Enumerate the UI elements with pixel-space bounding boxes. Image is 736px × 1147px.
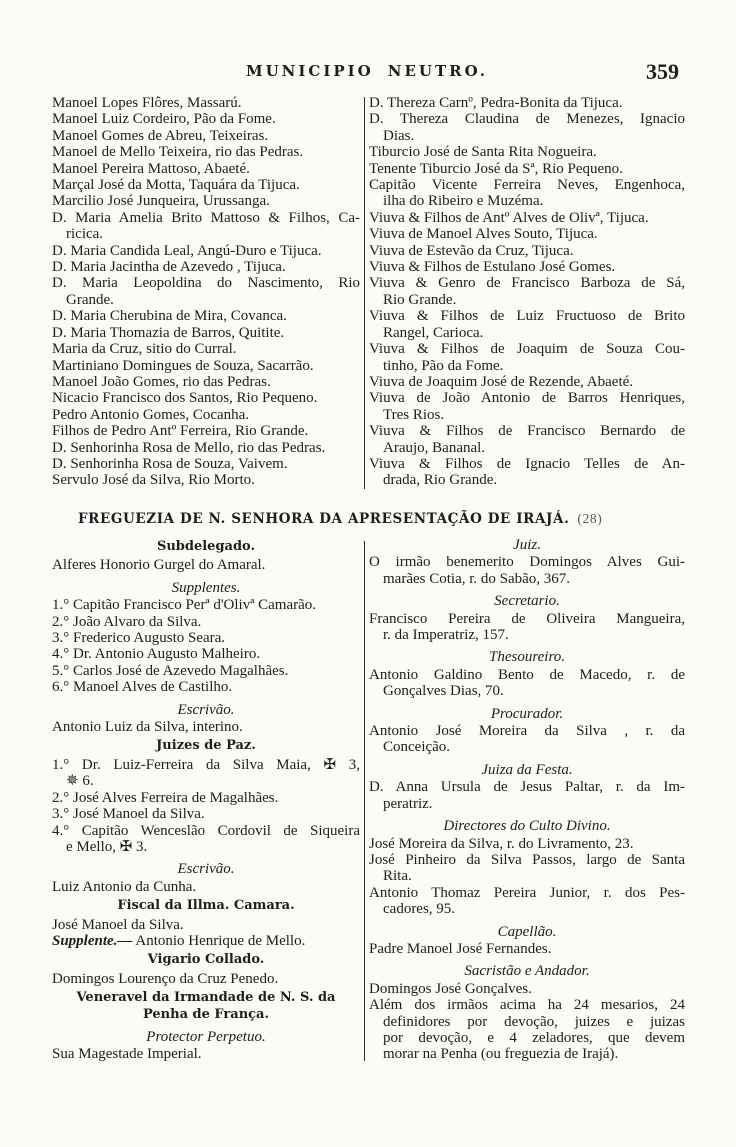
list-entry	[52, 325, 360, 341]
entry-line: r. da Imperatriz, 157.	[383, 627, 509, 644]
list-entry	[52, 806, 360, 822]
subheading: Juiza da Festa.	[481, 761, 573, 778]
entry-line: Antonio Thomaz Pereira Junior, r. dos Pes-	[369, 884, 685, 901]
list-entry	[52, 1046, 360, 1062]
entry-line: Viuva de João Antonio de Barros Henriques,	[369, 390, 685, 407]
list-entry	[52, 917, 360, 933]
entry-line: Viuva de Estevão da Cruz, Tijuca.	[369, 242, 574, 259]
entry-line: 2.° João Alvaro da Silva.	[52, 613, 202, 630]
entry-line: 4.° Dr. Antonio Augusto Malheiro.	[52, 646, 261, 663]
list-entry	[369, 667, 685, 700]
entry-line: D. Thereza Claudina de Menezes, Ignacio	[369, 111, 685, 128]
entry-lead: Supplente.—	[52, 932, 133, 949]
list-entry	[369, 144, 685, 160]
list-entry	[52, 933, 360, 949]
entry-line: Viuva & Filhos de Luiz Fructuoso de Brito	[369, 308, 685, 325]
entry-line: Tenente Tiburcio José da Sª, Rio Pequeno.	[369, 160, 623, 177]
entry-line: D. Maria Candida Leal, Angú-Duro e Tijuca.	[52, 242, 322, 259]
list-entry	[369, 423, 685, 456]
list-entry	[52, 275, 360, 308]
bottom-left-column	[52, 536, 360, 1063]
page-number: 359	[646, 59, 679, 84]
section-title-text: FREGUEZIA DE N. SENHORA DA APRESENTAÇÃO DE IRAJÁ.	[78, 511, 570, 527]
list-entry	[369, 836, 685, 852]
bottom-right-column	[369, 536, 685, 1063]
list-entry	[369, 177, 685, 210]
list-entry	[52, 128, 360, 144]
subheading: Sacristão e Andador.	[464, 963, 590, 980]
subheading: Procurador.	[490, 705, 564, 722]
entry-line: Luiz Antonio da Cunha.	[52, 878, 197, 895]
top-left-column	[52, 95, 360, 489]
entry-line: 1.° Capitão Francisco Perª d'Olivª Camarão.	[52, 597, 317, 614]
list-entry	[52, 177, 360, 193]
list-entry	[52, 440, 360, 456]
entry-line: Nicacio Francisco dos Santos, Rio Pequeno.	[52, 390, 318, 407]
list-entry	[52, 630, 360, 646]
entry-line: Viuva & Filhos de Francisco Bernardo de	[369, 423, 685, 440]
entry-line: Viuva de Manoel Alves Souto, Tijuca.	[369, 226, 598, 243]
list-entry	[52, 161, 360, 177]
entry-line: O irmão benemerito Domingos Alves Gui-	[369, 554, 685, 571]
entry-line: Maria da Cruz, sitio do Curral.	[52, 341, 237, 358]
list-entry	[369, 341, 685, 374]
list-entry	[52, 557, 360, 573]
section-heading: Juizes de Paz.	[156, 738, 256, 754]
subheading: Secretario.	[494, 593, 560, 610]
list-entry	[52, 823, 360, 856]
entry-line: Rita.	[383, 868, 412, 885]
section-heading: Veneravel da Irmandade de N. S. da Penha de França.	[76, 990, 336, 1022]
entry-line: e Mello, ✠ 3.	[66, 838, 148, 855]
list-entry	[52, 193, 360, 209]
entry-line: Manoel João Gomes, rio das Pedras.	[52, 373, 271, 390]
entry-line: Viuva & Filhos de Joaquim de Souza Cou-	[369, 341, 685, 358]
subheading: Protector Perpetuo.	[146, 1028, 266, 1045]
entry-line: Gonçalves Dias, 70.	[383, 683, 504, 700]
entry-line: Domingos José Gonçalves.	[369, 980, 532, 997]
list-entry	[52, 358, 360, 374]
list-entry	[52, 971, 360, 987]
entry-line: Rangel, Carioca.	[383, 324, 484, 341]
list-entry	[369, 554, 685, 587]
entry-line: José Pinheiro da Silva Passos, largo de Santa	[369, 851, 685, 868]
list-entry	[369, 259, 685, 275]
list-entry	[369, 885, 685, 918]
entry-line: D. Maria Leopoldina do Nascimento, Rio	[52, 275, 360, 292]
running-title	[246, 62, 502, 80]
list-entry	[52, 663, 360, 679]
list-entry	[52, 719, 360, 735]
list-entry	[369, 981, 685, 997]
entry-line: Padre Manoel José Fernandes.	[369, 940, 552, 957]
entry-line: 3.° Frederico Augusto Seara.	[52, 630, 226, 647]
entry-line: D. Senhorinha Rosa de Mello, rio das Pedras.	[52, 439, 326, 456]
list-entry	[52, 341, 360, 357]
list-entry	[52, 111, 360, 127]
list-entry	[369, 95, 685, 111]
entry-line: Pedro Antonio Gomes, Cocanha.	[52, 406, 250, 423]
list-entry	[369, 611, 685, 644]
entry-line: Antonio Galdino Bento de Macedo, r. de	[369, 666, 685, 683]
entry-line: cadores, 95.	[383, 901, 456, 918]
list-entry	[52, 144, 360, 160]
list-entry	[369, 275, 685, 308]
list-entry	[52, 614, 360, 630]
list-entry	[369, 226, 685, 242]
list-entry	[369, 210, 685, 226]
subheading: Capellão.	[497, 923, 557, 940]
subheading: Supplentes.	[171, 579, 241, 596]
section-heading: Fiscal da Illma. Camara.	[117, 898, 295, 914]
entry-line: D. Anna Ursula de Jesus Paltar, r. da Im-	[369, 779, 685, 796]
entry-line: Capitão Vicente Ferreira Neves, Engenhoca,	[369, 177, 685, 194]
entry-line: Viuva & Filhos de Antº Alves de Olivª, Tijuca.	[369, 209, 649, 226]
top-right-column	[369, 95, 685, 489]
entry-text: Antonio Henrique de Mello.	[132, 932, 306, 949]
entry-line: Servulo José da Silva, Rio Morto.	[52, 472, 255, 489]
entry-line: 2.° José Alves Ferreira de Magalhães.	[52, 789, 279, 806]
entry-line: Tiburcio José de Santa Rita Nogueira.	[369, 144, 597, 161]
list-entry	[369, 997, 685, 1063]
entry-line: Manoel Pereira Mattoso, Abaeté.	[52, 160, 250, 177]
page-header	[0, 59, 736, 84]
entry-line: D. Senhorinha Rosa de Souza, Vaivem.	[52, 455, 288, 472]
entry-line: Manoel Gomes de Abreu, Teixeiras.	[52, 127, 269, 144]
entry-line: Rio Grande.	[383, 291, 457, 308]
subheading: Juiz.	[513, 537, 541, 553]
subheading: Escrivão.	[177, 701, 235, 718]
entry-line: 3.° José Manoel da Silva.	[52, 806, 205, 823]
section-heading: Vigario Collado.	[147, 952, 265, 968]
entry-line: drada, Rio Grande.	[383, 472, 498, 489]
list-entry	[52, 407, 360, 423]
entry-line: Martiniano Domingues de Souza, Sacarrão.	[52, 357, 314, 374]
entry-line: José Moreira da Silva, r. do Livramento, 23.	[369, 835, 634, 852]
list-entry	[52, 95, 360, 111]
list-entry	[52, 879, 360, 895]
list-entry	[369, 456, 685, 489]
list-entry	[52, 597, 360, 613]
entry-line: 6.° Manoel Alves de Castilho.	[52, 679, 233, 696]
entry-line: Marcilio José Junqueira, Urussanga.	[52, 193, 270, 210]
list-entry	[369, 374, 685, 390]
entry-line: Grande.	[66, 291, 114, 308]
entry-line: 5.° Carlos José de Azevedo Magalhães.	[52, 662, 289, 679]
entry-line: Marçal José da Motta, Taquára da Tijuca.	[52, 177, 300, 194]
section-heading: Subdelegado.	[156, 539, 256, 554]
entry-line: ricica.	[66, 226, 104, 243]
entry-line: D. Maria Thomazia de Barros, Quitite.	[52, 324, 285, 341]
entry-line: José Manoel da Silva.	[52, 916, 184, 933]
entry-line: Manoel Lopes Flôres, Massarú.	[52, 95, 242, 111]
list-entry	[52, 472, 360, 488]
list-entry	[52, 790, 360, 806]
entry-line: Viuva & Filhos de Estulano José Gomes.	[369, 259, 616, 276]
list-entry	[369, 390, 685, 423]
entry-line: Alferes Honorio Gurgel do Amaral.	[52, 557, 266, 574]
list-entry	[52, 390, 360, 406]
entry-line: ilha do Ribeiro e Muzéma.	[383, 193, 544, 210]
list-entry	[52, 423, 360, 439]
entry-line: Tres Rios.	[383, 406, 445, 423]
entry-line: marães Cotia, r. do Sabão, 367.	[383, 570, 571, 587]
entry-line: Filhos de Pedro Antº Ferreira, Rio Grande.	[52, 423, 309, 440]
list-entry	[52, 308, 360, 324]
list-entry	[369, 779, 685, 812]
entry-line: Manoel de Mello Teixeira, rio das Pedras.	[52, 144, 304, 161]
list-entry	[369, 161, 685, 177]
entry-line: Domingos Lourenço da Cruz Penedo.	[52, 970, 279, 987]
entry-line: Manoel Luiz Cordeiro, Pão da Fome.	[52, 111, 276, 128]
entry-line: D. Maria Amelia Brito Mattoso & Filhos, Ca-	[52, 209, 360, 226]
entry-line: tinho, Pão da Fome.	[383, 357, 504, 374]
entry-line: morar na Penha (ou freguezia de Irajá).	[383, 1046, 619, 1063]
entry-line: por devoção, e 4 zeladores, que devem	[383, 1029, 685, 1046]
column-divider-bottom	[364, 541, 365, 1061]
entry-line: Sua Magestade Imperial.	[52, 1046, 202, 1063]
list-entry	[52, 243, 360, 259]
entry-line: D. Maria Jacintha de Azevedo , Tijuca.	[52, 259, 286, 276]
subheading: Thesoureiro.	[489, 649, 565, 666]
entry-line: Dias.	[383, 127, 415, 144]
running-title-right: NEUTRO.	[387, 62, 488, 80]
list-entry	[52, 259, 360, 275]
list-entry	[369, 941, 685, 957]
entry-line: Francisco Pereira de Oliveira Mangueira,	[369, 610, 685, 627]
entry-line: Além dos irmãos acima ha 24 mesarios, 24	[369, 997, 685, 1014]
entry-line: 4.° Capitão Wenceslão Cordovil de Siqueira	[52, 822, 360, 839]
entry-line: Viuva & Genro de Francisco Barboza de Sá,	[369, 275, 685, 292]
list-entry	[52, 646, 360, 662]
list-entry	[369, 243, 685, 259]
entry-line: Araujo, Bananal.	[383, 439, 486, 456]
entry-line: Viuva & Filhos de Ignacio Telles de An-	[369, 455, 685, 472]
column-divider	[364, 97, 365, 489]
list-entry	[369, 308, 685, 341]
subheading: Directores do Culto Divino.	[443, 818, 611, 835]
entry-line: Viuva de Joaquim José de Rezende, Abaeté.	[369, 373, 634, 390]
entry-line: peratriz.	[383, 795, 433, 812]
section-note: (28)	[577, 511, 603, 526]
list-entry	[369, 723, 685, 756]
entry-line: D. Thereza Carnº, Pedra-Bonita da Tijuca.	[369, 95, 623, 111]
list-entry	[52, 757, 360, 790]
list-entry	[52, 374, 360, 390]
entry-line: 1.° Dr. Luiz-Ferreira da Silva Maia, ✠ 3,	[52, 756, 360, 773]
entry-line: Antonio José Moreira da Silva , r. da	[369, 723, 685, 740]
entry-line: D. Maria Cherubina de Mira, Covanca.	[52, 308, 287, 325]
running-title-left: MUNICIPIO	[246, 62, 374, 80]
entry-line: Conceição.	[383, 739, 451, 756]
entry-line: ✵ 6.	[66, 773, 94, 790]
entry-line: definidores por devoção, juizes e juizas	[383, 1013, 685, 1030]
list-entry	[52, 456, 360, 472]
list-entry	[52, 210, 360, 243]
list-entry	[369, 111, 685, 144]
subheading: Escrivão.	[177, 861, 235, 878]
list-entry	[369, 852, 685, 885]
list-entry	[52, 679, 360, 695]
entry-line: Antonio Luiz da Silva, interino.	[52, 719, 243, 736]
section-title	[78, 511, 602, 527]
